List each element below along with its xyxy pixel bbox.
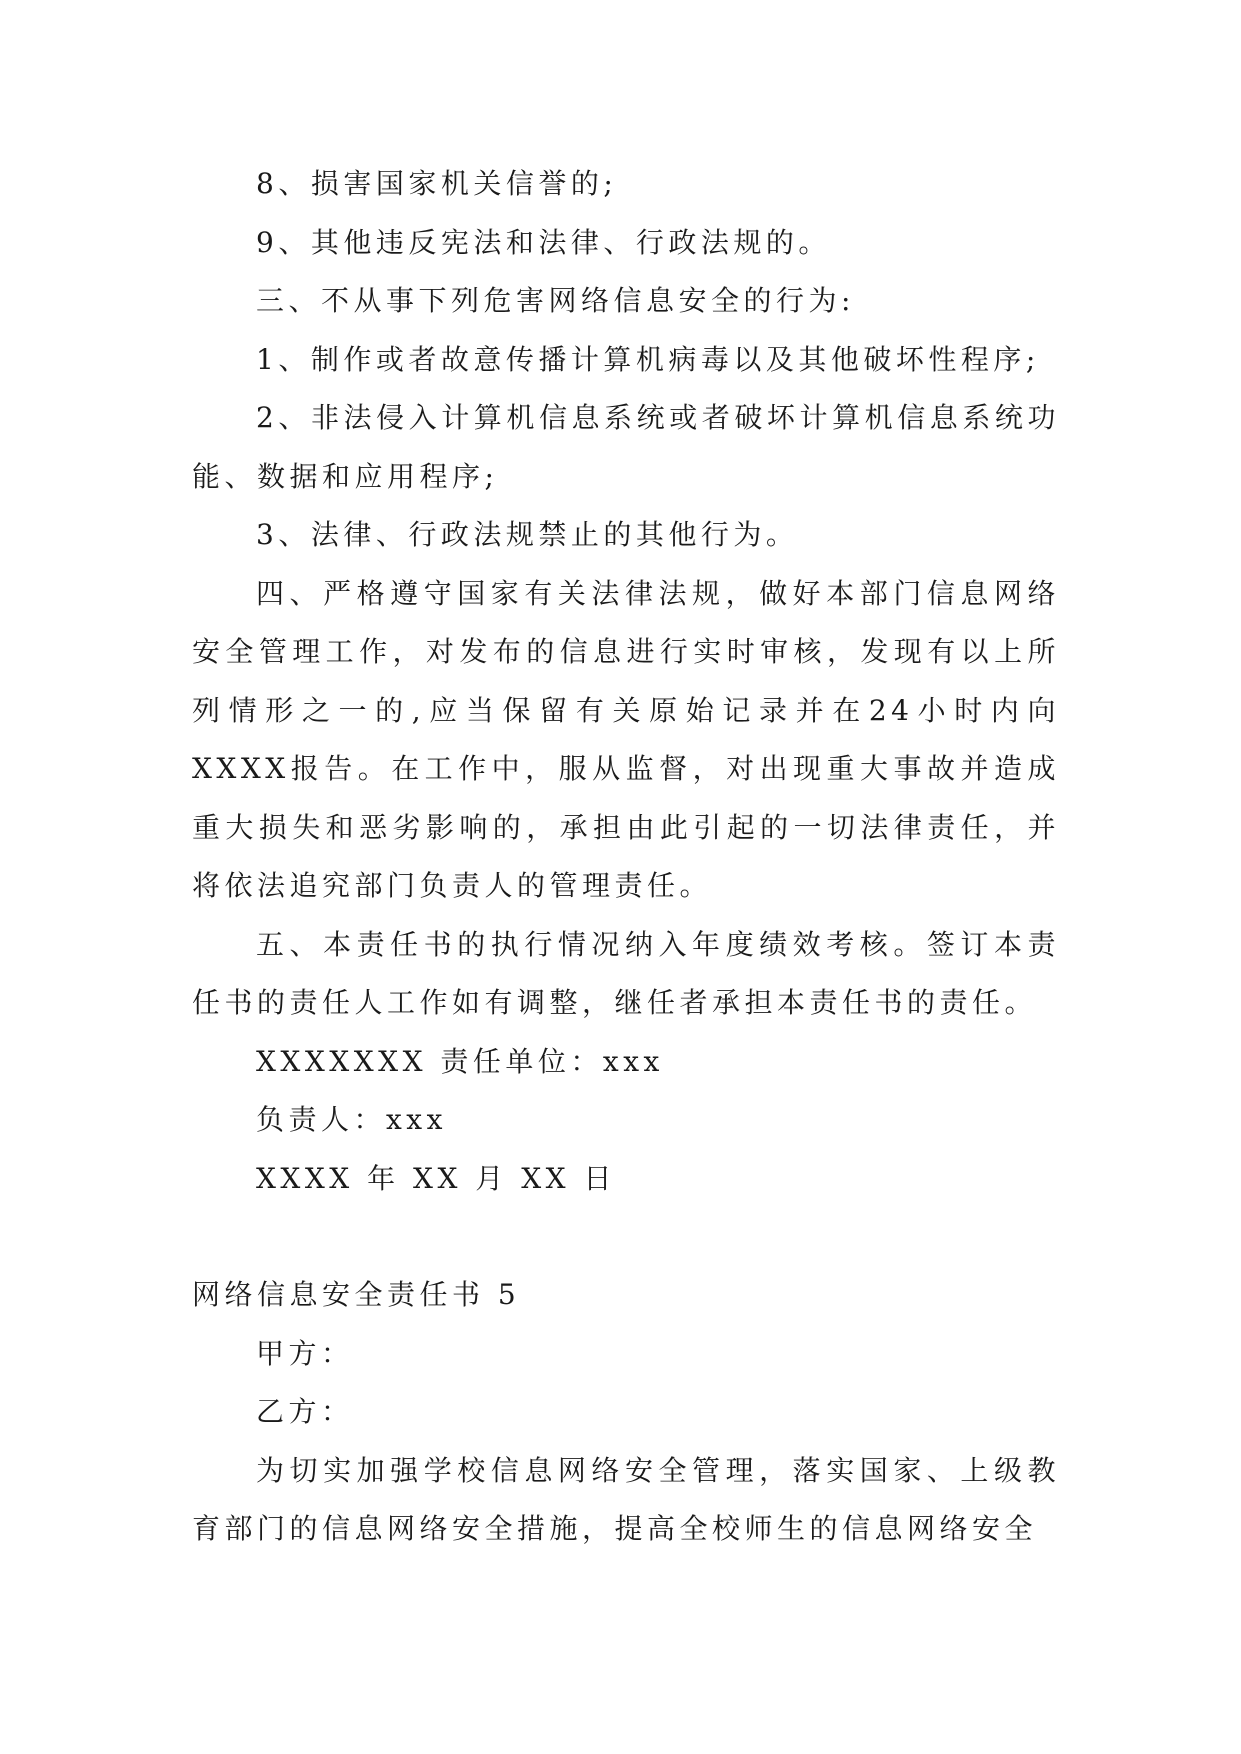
paragraph: 五、本责任书的执行情况纳入年度绩效考核。签订本责任书的责任人工作如有调整，继任者承担本责任书的责任。 [192,927,1060,1019]
party-b: 乙方： [256,1395,354,1428]
party-a: 甲方： [256,1336,354,1370]
paragraph: 9、其他违反宪法和法律、行政法规的。 [256,225,831,259]
paragraph: 三、不从事下列危害网络信息安全的行为: [256,284,855,317]
paragraph: 四、严格遵守国家有关法律法规，做好本部门信息网络安全管理工作，对发布的信息进行实时审核，发现有以上所列情形之一的,应当保留有关原始记录并在24小时内向XXXX报告。在工作中，服从监督，对出现重大事故并造成重大损失和恶劣影响的，承担由此引起的一切法律责任，并将依法追究部门负责人的管理责任。 [192,576,1060,902]
paragraph: 1、制作或者故意传播计算机病毒以及其他破坏性程序; [256,342,1040,376]
paragraph: 8、损害国家机关信誉的; [256,167,618,200]
document-body [192,155,1060,1559]
paragraph: 2、非法侵入计算机信息系统或者破坏计算机信息系统功能、数据和应用程序; [192,401,1060,493]
paragraph: 3、法律、行政法规禁止的其他行为。 [256,518,799,551]
signature-unit: XXXXXXX 责任单位：xxx [256,1044,664,1078]
section-title: 网络信息安全责任书 5 [192,1278,521,1311]
section-gap [192,1208,1060,1266]
paragraph: 为切实加强学校信息网络安全管理，落实国家、上级教育部门的信息网络安全措施，提高全校师生的信息网络安全 [192,1453,1060,1545]
signature-date: XXXX 年 XX 月 XX 日 [256,1161,616,1195]
signature-person: 负责人：xxx [256,1103,447,1136]
